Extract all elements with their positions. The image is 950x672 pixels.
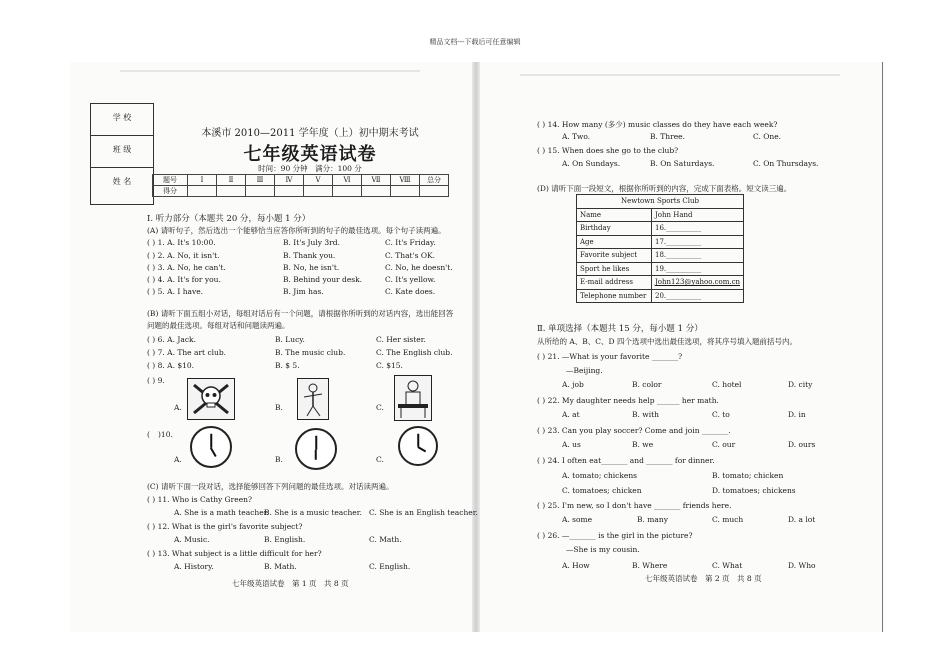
table-cell[interactable]: 19.__________ xyxy=(652,262,744,276)
score-cell[interactable] xyxy=(188,186,217,197)
table-cell: John123@yahoo.com.cn xyxy=(652,276,744,290)
option-a: A. tomato; chickens xyxy=(562,471,638,480)
partB-instructions-2: 问题的最佳选项。每组对话和问题读两遍。 xyxy=(147,321,290,330)
option-a: A. xyxy=(174,455,182,464)
option-a: A. job xyxy=(562,380,584,389)
option-b: B. Behind your desk. xyxy=(283,275,363,284)
option-a: A. On Sundays. xyxy=(562,159,621,168)
header-note: 精品文档---下载后可任意编辑 xyxy=(429,38,521,46)
option-b: B. On Saturdays. xyxy=(650,159,715,168)
table-cell[interactable]: 20.__________ xyxy=(652,289,744,303)
sports-club-table xyxy=(576,194,744,303)
option-c: C. It's yellow. xyxy=(385,275,436,284)
question-15: ( ) 15. When does she go to the club? xyxy=(537,146,679,155)
option-d: D. in xyxy=(788,410,806,419)
question-8: ( ) 8. A. $10. xyxy=(147,361,195,370)
person-picture xyxy=(297,378,329,420)
clock-c-picture xyxy=(398,426,438,466)
score-cell[interactable] xyxy=(304,186,333,197)
option-b: B. Thank you. xyxy=(283,251,336,260)
table-cell: Birthday xyxy=(577,222,652,236)
score-cell: Ⅲ xyxy=(246,175,275,186)
section2-instructions: 从所给的 A、B、C、D 四个选项中选出最佳选项，将其序号填入题前括号内。 xyxy=(537,337,797,346)
page-fold xyxy=(472,62,480,632)
option-b: B. Lucy. xyxy=(275,335,305,344)
exam-info: 时间：90 分钟 满分：100 分 xyxy=(258,164,362,173)
scan-edge xyxy=(882,62,883,632)
option-b: B. It's July 3rd. xyxy=(283,238,340,247)
partD-instructions: (D) 请听下面一段短文，根据你所听到的内容，完成下面表格。短文读三遍。 xyxy=(537,184,792,193)
option-c: C. One. xyxy=(753,132,782,141)
option-b: B. xyxy=(275,455,283,464)
question-23: ( ) 23. Can you play soccer? Come and join _______. xyxy=(537,426,731,435)
score-cell[interactable] xyxy=(246,186,275,197)
option-c: C. She is an English teacher. xyxy=(369,508,478,517)
question-10: )10. xyxy=(158,430,173,439)
option-c: C. hotel xyxy=(712,380,742,389)
question-10-paren: ( xyxy=(147,430,150,439)
question-5: ( ) 5. A. I have. xyxy=(147,287,204,296)
option-a: A. History. xyxy=(174,562,214,571)
question-13: ( ) 13. What subject is a little difficult for her? xyxy=(147,549,322,558)
question-25: ( ) 25. I'm new, so I don't have _______ friends here. xyxy=(537,501,732,510)
option-c: C. It's Friday. xyxy=(385,238,436,247)
table-cell: Sport he likes xyxy=(577,262,652,276)
option-b: B. Three. xyxy=(650,132,685,141)
score-cell: Ⅰ xyxy=(188,175,217,186)
score-cell[interactable] xyxy=(275,186,304,197)
table-cell[interactable]: 18.__________ xyxy=(652,249,744,263)
score-cell[interactable] xyxy=(420,186,449,197)
table-cell[interactable]: 16.__________ xyxy=(652,222,744,236)
question-21-answer: —Beijing. xyxy=(566,366,603,375)
score-cell: Ⅶ xyxy=(362,175,391,186)
student-info-box xyxy=(90,103,154,205)
score-table xyxy=(152,174,449,197)
table-cell: John Hand xyxy=(652,208,744,222)
table-cell[interactable]: 17.__________ xyxy=(652,235,744,249)
score-cell: 得分 xyxy=(153,186,188,197)
option-c: C. xyxy=(376,455,384,464)
partA-instructions: (A) 请听句子，然后选出一个能够恰当应答你所听到的句子的最佳选项。每个句子读两遍。 xyxy=(147,226,446,235)
table-cell: E-mail address xyxy=(577,276,652,290)
partB-instructions: (B) 请听下面五组小对话，每组对话后有一个问题，请根据你所听到的对话内容，选出能回答 xyxy=(147,309,454,318)
option-c: C. xyxy=(376,403,384,412)
school-label: 学 校 xyxy=(91,104,153,136)
score-cell: Ⅱ xyxy=(217,175,246,186)
option-d: D. ours xyxy=(788,440,816,449)
option-a: A. xyxy=(174,403,182,412)
option-c: C. our xyxy=(712,440,736,449)
option-d: D. a lot xyxy=(788,515,816,524)
table-cell: Age xyxy=(577,235,652,249)
option-d: D. Who xyxy=(788,561,816,570)
option-a: A. How xyxy=(562,561,590,570)
option-a: A. She is a math teacher. xyxy=(174,508,269,517)
option-d: D. city xyxy=(788,380,813,389)
option-c: C. $15. xyxy=(376,361,403,370)
question-21: ( ) 21. —What is your favorite _______? xyxy=(537,352,683,361)
score-cell: Ⅷ xyxy=(391,175,420,186)
question-24: ( ) 24. I often eat_______ and _______ for dinner. xyxy=(537,456,715,465)
option-b: B. The music club. xyxy=(275,348,346,357)
option-b: B. Where xyxy=(632,561,668,570)
option-b: B. with xyxy=(632,410,659,419)
table-cell: Favorite subject xyxy=(577,249,652,263)
score-cell: Ⅵ xyxy=(333,175,362,186)
option-b: B. many xyxy=(637,515,668,524)
partC-instructions: (C) 请听下面一段对话，选择能够回答下列问题的最佳选项。对话读两遍。 xyxy=(147,482,394,491)
question-6: ( ) 6. A. Jack. xyxy=(147,335,196,344)
question-9: ( ) 9. xyxy=(147,376,165,385)
section2-heading: Ⅱ. 单项选择（本题共 15 分，每小题 1 分） xyxy=(537,324,703,334)
class-label: 班 级 xyxy=(91,136,153,168)
option-a: A. us xyxy=(562,440,581,449)
option-a: A. Two. xyxy=(562,132,591,141)
option-c: C. What xyxy=(712,561,743,570)
option-c: C. Math. xyxy=(369,535,402,544)
question-26-answer: —She is my cousin. xyxy=(566,545,640,554)
question-7: ( ) 7. A. The art club. xyxy=(147,348,227,357)
option-c: C. The English club. xyxy=(376,348,453,357)
option-b: B. we xyxy=(632,440,654,449)
option-b: B. Math. xyxy=(264,562,297,571)
score-cell[interactable] xyxy=(362,186,391,197)
option-d: D. tomatoes; chickens xyxy=(712,486,796,495)
score-cell[interactable] xyxy=(333,186,362,197)
option-c: C. That's OK. xyxy=(385,251,435,260)
table-cell: Name xyxy=(577,208,652,222)
question-26: ( ) 26. —_______ is the girl in the picture? xyxy=(537,531,693,540)
score-cell: Ⅳ xyxy=(275,175,304,186)
question-3: ( ) 3. A. No, he can't. xyxy=(147,263,226,272)
page-footer-2: 七年级英语试卷 第 2 页 共 8 页 xyxy=(645,574,762,583)
option-c: C. Kate does. xyxy=(385,287,436,296)
question-4: ( ) 4. A. It's for you. xyxy=(147,275,221,284)
man-at-desk-picture xyxy=(394,375,432,421)
option-b: B. English. xyxy=(264,535,306,544)
option-c: C. much xyxy=(712,515,744,524)
option-a: A. some xyxy=(562,515,593,524)
question-1: ( ) 1. A. It's 10:00. xyxy=(147,238,216,247)
option-b: B. Jim has. xyxy=(283,287,324,296)
club-table-title: Newtown Sports Club xyxy=(577,195,744,209)
page-footer-1: 七年级英语试卷 第 1 页 共 8 页 xyxy=(232,579,349,588)
score-cell: 总分 xyxy=(420,175,449,186)
option-a: A. Music. xyxy=(174,535,210,544)
option-b: B. tomato; chicken xyxy=(712,471,784,480)
score-cell[interactable] xyxy=(217,186,246,197)
option-c: C. tomatoes; chicken xyxy=(562,486,642,495)
score-cell: Ⅴ xyxy=(304,175,333,186)
section1-heading: Ⅰ. 听力部分（本题共 20 分，每小题 1 分） xyxy=(147,214,311,224)
option-b: B. color xyxy=(632,380,662,389)
option-c: C. Her sister. xyxy=(376,335,426,344)
question-12: ( ) 12. What is the girl's favorite subject? xyxy=(147,522,303,531)
clock-a-picture xyxy=(190,426,232,468)
option-c: C. to xyxy=(712,410,730,419)
score-cell: 题号 xyxy=(153,175,188,186)
question-2: ( ) 2. A. No, it isn't. xyxy=(147,251,220,260)
option-b: B. $ 5. xyxy=(275,361,300,370)
exam-title: 本溪市 2010—2011 学年度（上）初中期末考试 xyxy=(201,128,419,139)
skull-crossbones-picture xyxy=(187,378,235,420)
question-22: ( ) 22. My daughter needs help ______ her math. xyxy=(537,396,719,405)
option-b: B. She is a music teacher. xyxy=(264,508,362,517)
option-b: B. No, he isn't. xyxy=(283,263,340,272)
option-b: B. xyxy=(275,403,283,412)
table-cell: Telephone number xyxy=(577,289,652,303)
paper-title: 七年级英语试卷 xyxy=(243,144,377,165)
name-label: 姓 名 xyxy=(112,177,132,186)
option-c: C. English. xyxy=(369,562,411,571)
option-a: A. at xyxy=(562,410,580,419)
question-11: ( ) 11. Who is Cathy Green? xyxy=(147,495,252,504)
score-cell[interactable] xyxy=(391,186,420,197)
clock-b-picture xyxy=(295,428,337,470)
question-14: ( ) 14. How many (多少) music classes do they have each week? xyxy=(537,120,778,129)
option-c: C. On Thursdays. xyxy=(753,159,819,168)
option-c: C. No, he doesn't. xyxy=(385,263,453,272)
